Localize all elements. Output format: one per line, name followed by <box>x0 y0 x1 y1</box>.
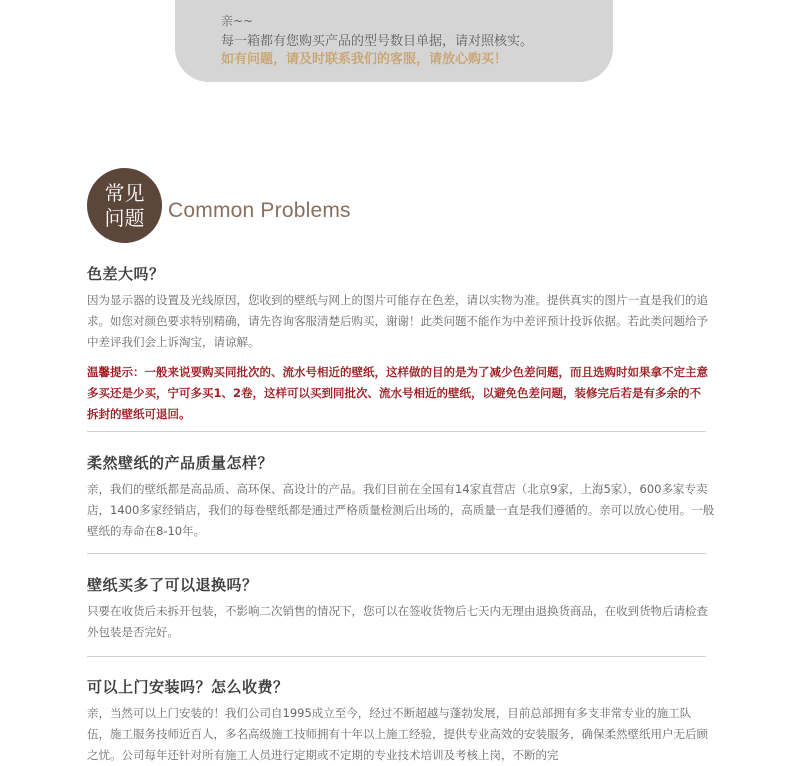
divider <box>87 431 706 432</box>
faq-question: 可以上门安装吗？怎么收费？ <box>87 678 289 696</box>
divider <box>87 656 706 657</box>
faq-badge-line2: 问题 <box>104 205 145 230</box>
faq-heading-english: Common Problems <box>168 199 351 222</box>
notice-bubble <box>175 0 613 82</box>
notice-contact-service: 如有问题，请及时联系我们的客服，请放心购买！ <box>221 52 508 67</box>
faq-question: 柔然壁纸的产品质量怎样？ <box>87 454 274 472</box>
faq-badge <box>87 168 162 243</box>
faq-section-installation <box>87 676 717 766</box>
faq-answer: 亲，我们的壁纸都是高品质、高环保、高设计的产品。我们目前在全国有14家直营店（北京9家，上海5家），600多家专卖店，1400多家经销店，我们的每卷壁纸都是通过严格质量检测后出场的，高质量一直是我们遵循的。亲可以放心使用。一般壁纸的寿命在8-10年。 <box>87 482 715 538</box>
faq-answer: 亲，当然可以上门安装的！我们公司自1995成立至今，经过不断超越与蓬勃发展，目前总部拥有多支非常专业的施工队伍，施工服务技师近百人，多名高级施工技师拥有十年以上施工经验，提供专业高效的安装服务，确保柔然壁纸用户无后顾之忧。公司每年还针对所有施工人员进行定期或不定期的专业技术培训及考核上岗，不断的完 <box>87 706 708 762</box>
faq-badge-line1: 常见 <box>104 180 145 205</box>
divider <box>87 553 706 554</box>
faq-question: 壁纸买多了可以退换吗？ <box>87 576 258 594</box>
faq-answer: 因为显示器的设置及光线原因，您收到的壁纸与网上的图片可能存在色差，请以实物为准。提供真实的图片一直是我们的追求。如您对颜色要求特别精确，请先咨询客服清楚后购买，谢谢！此类问题不能作为中差评预计投诉依据。若此类问题给予中差评我们会上诉淘宝，请谅解。 <box>87 293 708 349</box>
faq-section-returns <box>87 574 717 643</box>
faq-warning: 温馨提示：一般来说要购买同批次的、流水号相近的壁纸，这样做的目的是为了减少色差问题，而且选购时如果拿不定主意多买还是少买，宁可多买1、2卷，这样可以买到同批次、流水号相近的壁纸，以避免色差问题，装修完后若是有多余的不拆封的壁纸可退回。 <box>87 365 708 421</box>
faq-section-color-difference <box>87 263 717 425</box>
faq-section-quality <box>87 452 717 542</box>
notice-check-reminder: 每一箱都有您购买产品的型号数目单据，请对照核实。 <box>221 34 534 49</box>
notice-greeting: 亲~~ <box>221 14 254 28</box>
faq-question: 色差大吗？ <box>87 265 165 283</box>
faq-answer: 只要在收货后未拆开包装，不影响二次销售的情况下，您可以在签收货物后七天内无理由退换货商品，在收到货物后请检查外包装是否完好。 <box>87 604 708 639</box>
